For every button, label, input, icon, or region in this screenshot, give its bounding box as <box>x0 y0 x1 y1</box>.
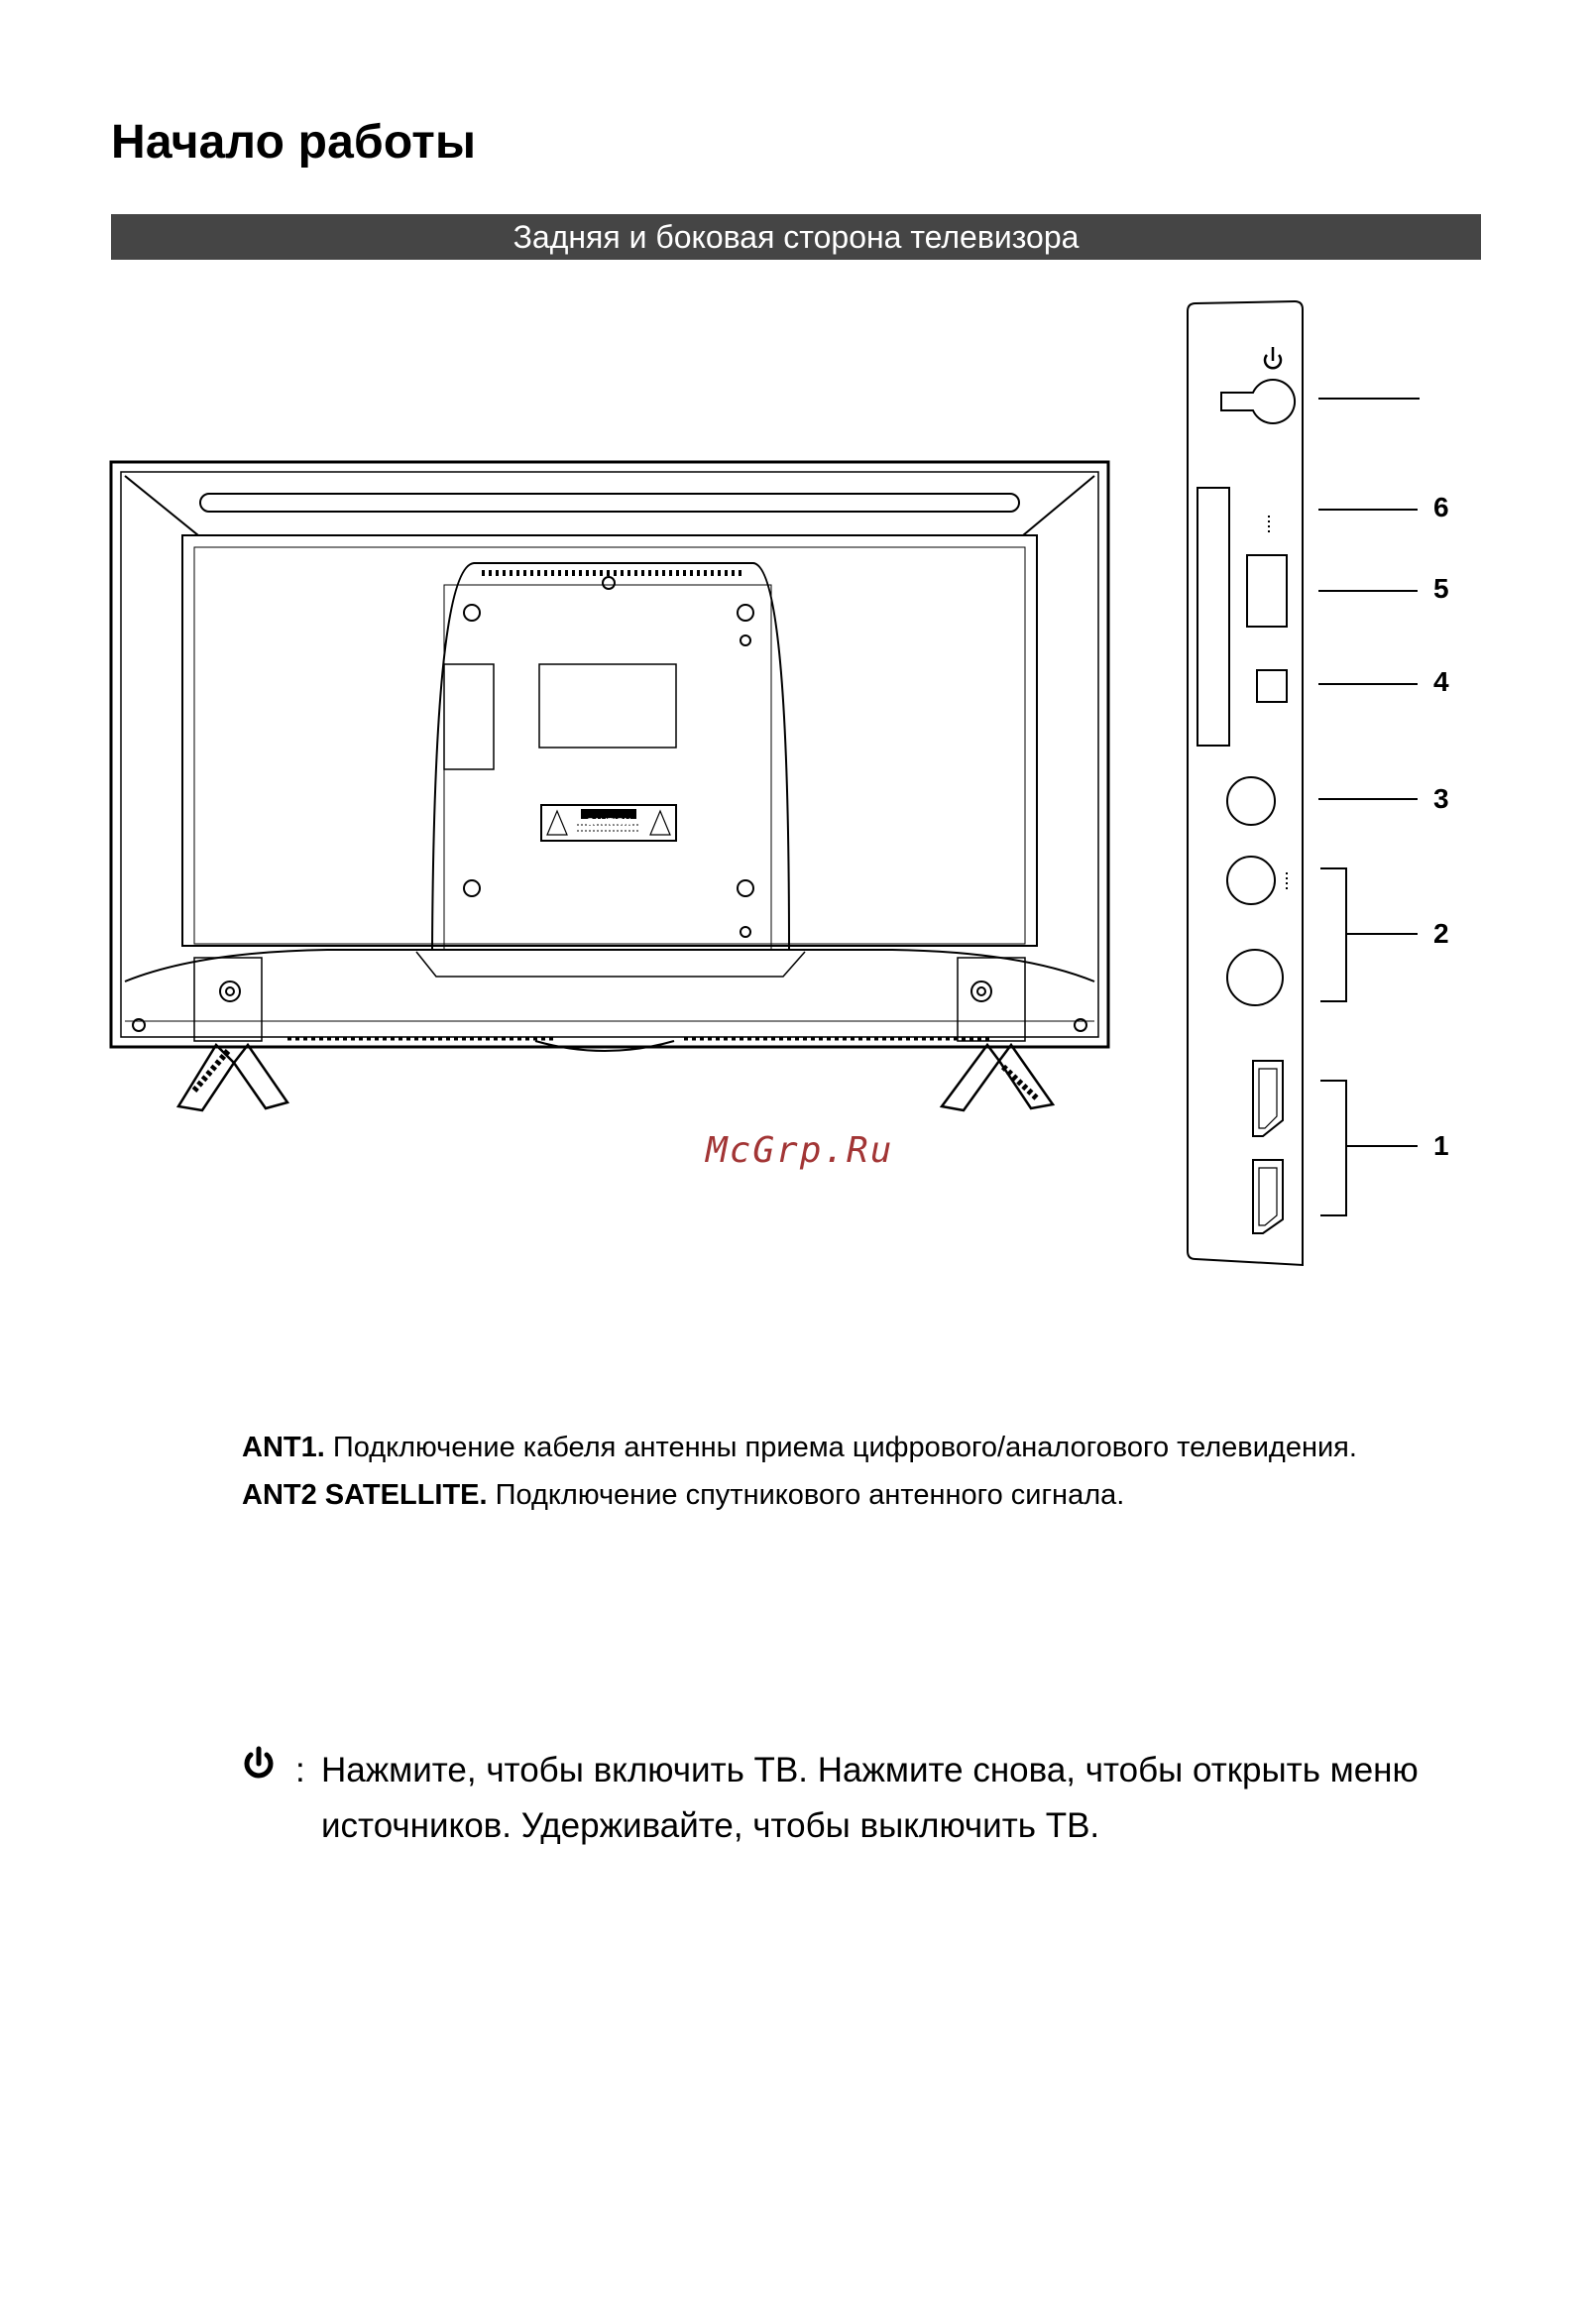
power-icon <box>242 1743 291 1798</box>
tv-back-panel <box>111 462 1108 1051</box>
panel-power-icon <box>1265 347 1281 368</box>
power-separator: : <box>295 1751 305 1789</box>
desc-ant1-label: ANT1. <box>242 1432 325 1463</box>
callout-6: 6 <box>1433 492 1449 522</box>
watermark: McGrp.Ru <box>706 1130 894 1171</box>
callout-4: 4 <box>1433 666 1449 697</box>
callout-3: 3 <box>1433 783 1449 814</box>
desc-ant2 <box>242 1473 1124 1517</box>
desc-ant2-label: ANT2 SATELLITE. <box>242 1479 488 1511</box>
section-header: Задняя и боковая сторона телевизора <box>111 214 1481 260</box>
tv-stand-left <box>178 1045 287 1110</box>
desc-ant2-text: Подключение спутникового антенного сигнала. <box>495 1479 1125 1511</box>
page-title: Начало работы <box>111 116 477 169</box>
callout-2: 2 <box>1433 918 1449 949</box>
side-panel <box>1188 301 1303 1265</box>
desc-ant1-text: Подключение кабеля антенны приема цифрового/аналогового телевидения. <box>332 1432 1357 1463</box>
callout-1: 1 <box>1433 1130 1449 1161</box>
callout-lines <box>1318 399 1420 1215</box>
power-description <box>242 1743 1419 1845</box>
desc-ant1 <box>242 1426 1357 1469</box>
caution-label: CAUTION <box>586 817 631 828</box>
power-text-line2: источников. Удерживайте, чтобы выключить ТВ. <box>321 1806 1100 1845</box>
callout-5: 5 <box>1433 573 1449 604</box>
tv-stand-right <box>942 1045 1053 1110</box>
power-text-line1: Нажмите, чтобы включить ТВ. Нажмите снова, чтобы открыть меню <box>321 1751 1419 1789</box>
